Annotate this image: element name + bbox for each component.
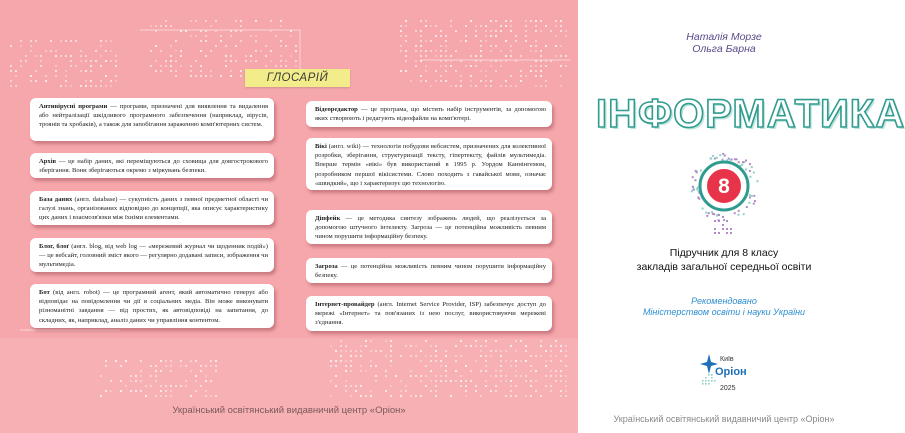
glossary-title: ГЛОСАРІЙ [245,69,350,87]
front-cover-publisher-footer: Український освітянський видавничий центр «Оріон» [613,414,835,424]
glossary-card-database [30,191,274,225]
glossary-card-blog [30,238,274,272]
recommendation-line: Рекомендовано [691,296,757,306]
glossary-definition: — це потенційна можливість певним чином порушити інформаційну безпеку. [315,263,546,280]
glossary-term: Архів [39,158,57,165]
glossary-card-threat [306,258,552,283]
glossary-card-bot [30,284,274,328]
author-name: Наталія Морзе [686,31,762,43]
subtitle-line: Підручник для 8 класу [669,247,779,259]
glossary-term: Антивірусні програми [39,103,108,110]
glossary-definition: (англ. wiki) — технологія побудови вебсистем, призначених для колективної розробки, зберігання, структуризації тексту, гіпертексту, файлів мультимедіа. Вперше термін «вікі» був використаний в 1995 р. Уордом Каннінгемом, розробником першої вікісистеми. Слово походить з гавайської мови, означає «швидкий», що і характеризує цю технологію. [315,143,546,187]
glossary-term: Відеоредактор [315,106,358,113]
publisher-city: Київ [720,356,734,363]
glossary-term: Інтернет-провайдер [315,301,375,308]
ministry-recommendation [578,296,870,318]
glossary-definition: — це програма, що містить набір інструментів, за допомогою яких створюють і редагують відеофайли на комп'ютері. [315,106,546,123]
book-title: ІНФОРМАТИКА [596,92,905,136]
authors [578,31,870,55]
glossary-definition: (англ. database) — сукупність даних з певної предметної області чи галузі знань, організованих відповідно до концепції, яка описує характеристику цих даних і взаємозв'язки між їхніми елементами. [39,196,269,222]
glossary-card-archive [30,153,274,178]
glossary-card-deepfake [306,210,552,244]
glossary-term: Бот [39,289,50,296]
subtitle-line: закладів загальної середньої освіти [636,261,812,273]
glossary-definition: — програми, призначені для виявлення та видалення або нейтралізації шкідливого програмного забезпечення (наприклад, вірусів, троянів та хробаків), а також для запобігання зараженню комп'ютерних систем. [39,103,269,129]
glossary-definition: (англ. blog, від web log — «мережевий журнал чи щоденник подій») — це вебсайт, головний зміст якого — регулярно додавані записи, зображення чи мультимедіа. [39,243,268,269]
glossary-term: База даних [39,196,73,203]
glossary-card-video-editor [306,101,552,127]
book-subtitle [578,246,870,274]
glossary-term: Загроза [315,263,338,270]
glossary-term: Вікі [315,143,327,150]
glossary-definition: — це набір даних, які переміщуються до сховища для довгострокового зберігання. Вони зберігаються окремо з міркувань безпеки. [39,158,268,175]
author-name: Ольга Барна [692,43,756,55]
glossary-card-antivirus [30,98,274,141]
publication-year: 2025 [720,385,736,392]
publisher-name: Оріон [715,366,747,378]
back-cover-publisher-footer: Український освітянський видавничий центр «Оріон» [172,405,406,416]
recommendation-line: Міністерством освіти і науки України [642,307,806,317]
glossary-definition: — це методика синтезу зображень людей, що реалізується за допомогою штучного інтелекту. Загроза — це потенційна можливість певним чином порушити інформаційну безпеку. [315,215,546,241]
front-cover [578,0,905,433]
glossary-card-wiki [306,138,552,190]
glossary-term: Діпфейк [315,215,341,222]
glossary-definition: (від англ. robot) — це програмний агент, який автоматично генерує або відповідає на повідомлення чи дії в соціальних медіа. Він може виконувати різноманітні завдання — від простих, як автовідповіді на запитання, до складних, як, наприклад, аналіз даних чи управління контентом. [39,289,268,324]
glossary-term: Блог, блоґ [39,243,70,250]
glossary-definition: (англ. Internet Service Provider, ISP) забезпечує доступ до мережі «Інтернет» та пов'язаних із нею послуг, використовуючи мережеві з'єднання. [315,301,546,327]
grade-number: 8 [718,175,730,198]
glossary-card-isp [306,296,552,331]
grade-badge [690,146,758,238]
